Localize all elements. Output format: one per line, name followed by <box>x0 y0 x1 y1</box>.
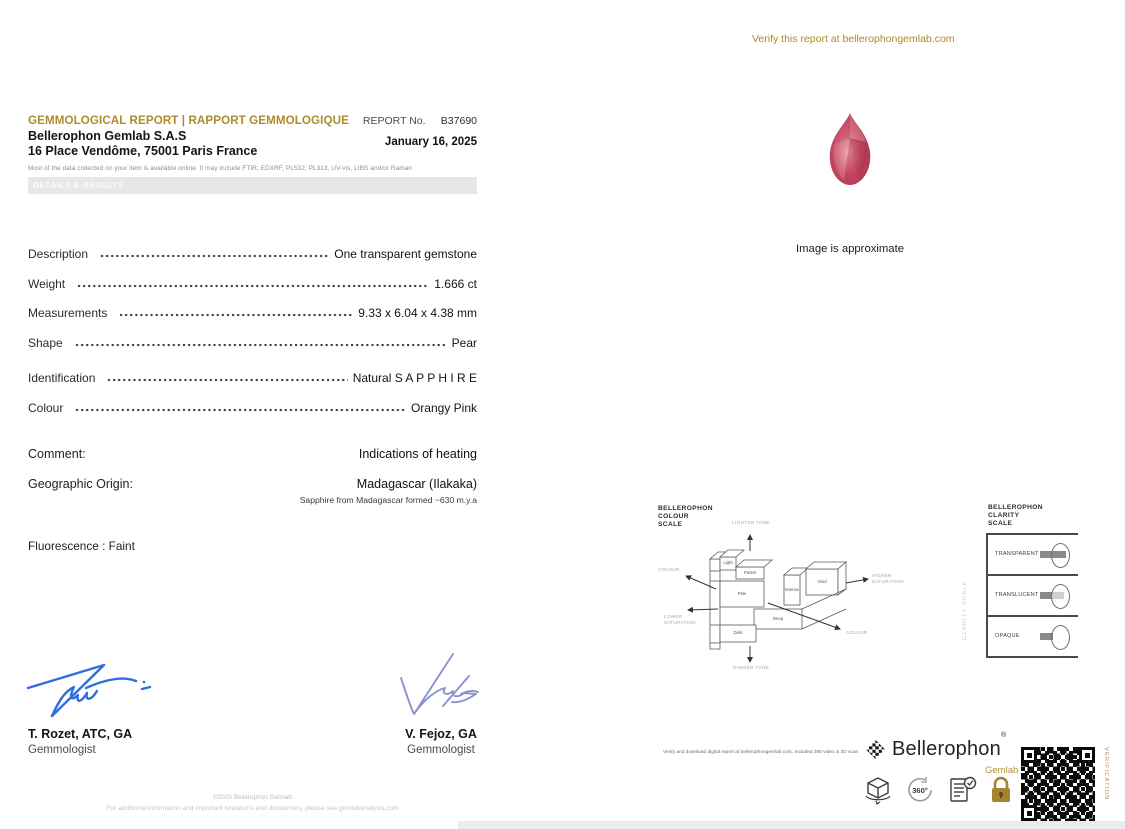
title-line: BELLEROPHON <box>988 504 1043 511</box>
clarity-label: TRANSPARENT <box>995 551 1039 557</box>
lab-name: Bellerophon Gemlab S.A.S <box>28 129 187 143</box>
bellerophon-logo <box>866 732 1007 761</box>
axis-label-darker-tone: DARKER TONE <box>732 665 770 670</box>
tone-box-vivid: Vivid <box>817 579 827 584</box>
colour-scale-title <box>658 505 713 529</box>
brand-sub-gemlab: Gemlab <box>985 765 1019 776</box>
tone-box-pale: Pale <box>737 591 747 596</box>
dotted-leader <box>75 408 406 412</box>
fluorescence-value: Fluorescence : Faint <box>28 539 135 553</box>
verify-report-link[interactable]: Verify this report at bellerophongemlab.com <box>752 33 955 45</box>
field-row-measurements <box>28 296 477 325</box>
clarity-label: OPAQUE <box>995 633 1020 639</box>
field-label: Colour <box>28 400 64 415</box>
field-row-weight <box>28 266 477 295</box>
field-row-identification <box>28 361 477 390</box>
field-value: One transparent gemstone <box>334 247 477 262</box>
tone-box-deep: Deep <box>772 616 784 621</box>
field-value: 9.33 x 6.04 x 4.38 mm <box>358 306 477 321</box>
report-date: January 16, 2025 <box>384 136 477 148</box>
signature-t-rozet <box>24 658 164 724</box>
lab-address: 16 Place Vendôme, 75001 Paris France <box>28 144 258 158</box>
fields-group-identity <box>28 361 477 420</box>
axis-label-lower-saturation: LOWER SATURATION <box>664 614 696 625</box>
clarity-label: TRANSLUCENT <box>995 592 1039 598</box>
fields-group-primary <box>28 237 477 355</box>
dotted-leader <box>100 254 329 258</box>
colour-scale <box>650 497 910 682</box>
tone-box-dark: Dark <box>733 630 743 635</box>
signatory-name: T. Rozet, ATC, GA <box>28 727 133 741</box>
dotted-leader <box>107 378 347 382</box>
axis-label-colour-left: COLOUR <box>658 567 680 572</box>
document-footer <box>28 794 477 812</box>
secure-lock-icon <box>988 775 1014 805</box>
disclaimer-text: For additional information and important limitations and disclaimers, please see gemlabanalysis.com <box>106 805 399 812</box>
360-video-icon <box>904 775 936 805</box>
dotted-leader <box>75 343 447 347</box>
copyright-text: ©2025 Bellerophon Gemlab <box>213 794 292 801</box>
title-line: COLOUR <box>658 513 689 520</box>
lens-ellipse <box>1051 584 1070 609</box>
qr-pattern <box>1021 747 1095 821</box>
title-line: SCALE <box>658 521 683 528</box>
field-label: Identification <box>28 371 96 386</box>
clarity-scale-title <box>988 504 1043 528</box>
gem-photo <box>822 110 878 190</box>
field-value: Orangy Pink <box>410 400 477 415</box>
dotted-leader <box>77 284 429 288</box>
tone-box-intense: Intense <box>784 587 800 592</box>
verification-vertical-label: VERIFICATION <box>1103 747 1109 801</box>
brand-name <box>892 732 1007 761</box>
lens-ellipse <box>1051 543 1070 568</box>
field-label: Description <box>28 247 89 262</box>
details-results-banner: DETAILS & RESULTS <box>28 177 477 194</box>
signatory-role: Gemmologist <box>28 744 96 756</box>
registered-mark: ® <box>1000 732 1007 739</box>
signatory-right <box>396 727 486 756</box>
report-title: GEMMOLOGICAL REPORT | RAPPORT GEMMOLOGIQUE <box>28 114 349 127</box>
title-line: CLARITY <box>988 512 1020 519</box>
field-value: 1.666 ct <box>434 276 477 291</box>
title-line: SCALE <box>988 520 1013 527</box>
3d-scan-icon <box>862 775 894 805</box>
tone-box-light: Light <box>723 560 733 565</box>
qr-finder <box>1021 747 1037 763</box>
axis-label-higher-saturation: HIGHER SATURATION <box>872 573 904 584</box>
field-row-description <box>28 237 477 266</box>
comment-value: Indications of heating <box>358 447 477 461</box>
digital-report-note: Verify and download digital report at bellerophongemlab.com. Included 360 video & 3D scan <box>663 750 859 755</box>
clarity-row-transparent <box>988 535 1078 576</box>
qr-finder <box>1021 805 1037 821</box>
lens-ellipse <box>1051 625 1070 650</box>
report-no-label: REPORT No. <box>362 115 426 127</box>
origin-row <box>28 477 477 491</box>
field-label: Weight <box>28 276 66 291</box>
comment-row <box>28 447 477 461</box>
origin-label: Geographic Origin: <box>28 477 133 491</box>
field-value: Natural S A P P H I R E <box>352 371 477 386</box>
report-header <box>28 114 477 194</box>
qr-finder <box>1079 747 1095 763</box>
data-availability-note: Most of the data collected on your item is available online. It may include FTIR, EDXRF, PL532, PL313, UV-vis, LIBS and/or Raman <box>28 165 412 172</box>
axis-label-colour-right: COLOUR <box>846 630 868 635</box>
signatory-role: Gemmologist <box>407 744 475 756</box>
header-title-row <box>28 114 477 127</box>
origin-note: Sapphire from Madagascar formed ~630 m.y.a <box>299 495 477 505</box>
field-label: Shape <box>28 335 63 350</box>
field-row-shape <box>28 325 477 354</box>
brand-word: Bellerophon <box>892 738 1001 760</box>
field-label: Measurements <box>28 306 108 321</box>
clarity-row-translucent <box>988 576 1078 617</box>
report-no-value: B37690 <box>440 115 477 127</box>
tone-box-pastel: Pastel <box>744 570 756 575</box>
dotted-leader <box>119 313 353 317</box>
origin-value: Madagascar (Ilakaka) <box>356 477 477 491</box>
diamond-logo-icon <box>866 740 885 759</box>
axis-label-lighter-tone: LIGHTER TONE <box>732 520 770 525</box>
signatory-name: V. Fejoz, GA <box>405 727 477 741</box>
signature-v-fejoz <box>395 650 487 724</box>
clarity-row-opaque <box>988 617 1078 658</box>
qr-code <box>1018 744 1098 824</box>
title-line: BELLEROPHON <box>658 505 713 512</box>
gem-image-caption: Image is approximate <box>796 243 904 255</box>
clarity-scale-side-label: CLARITY SCALE <box>962 580 968 640</box>
signatory-left <box>28 727 132 756</box>
field-row-colour <box>28 390 477 419</box>
field-value: Pear <box>451 335 477 350</box>
feature-icons-row <box>862 775 1014 805</box>
page-edge <box>458 821 1125 829</box>
report-document-icon <box>946 775 978 805</box>
comment-label: Comment: <box>28 447 86 461</box>
clarity-scale-table <box>986 533 1078 658</box>
svg-text:360°: 360° <box>912 786 928 795</box>
